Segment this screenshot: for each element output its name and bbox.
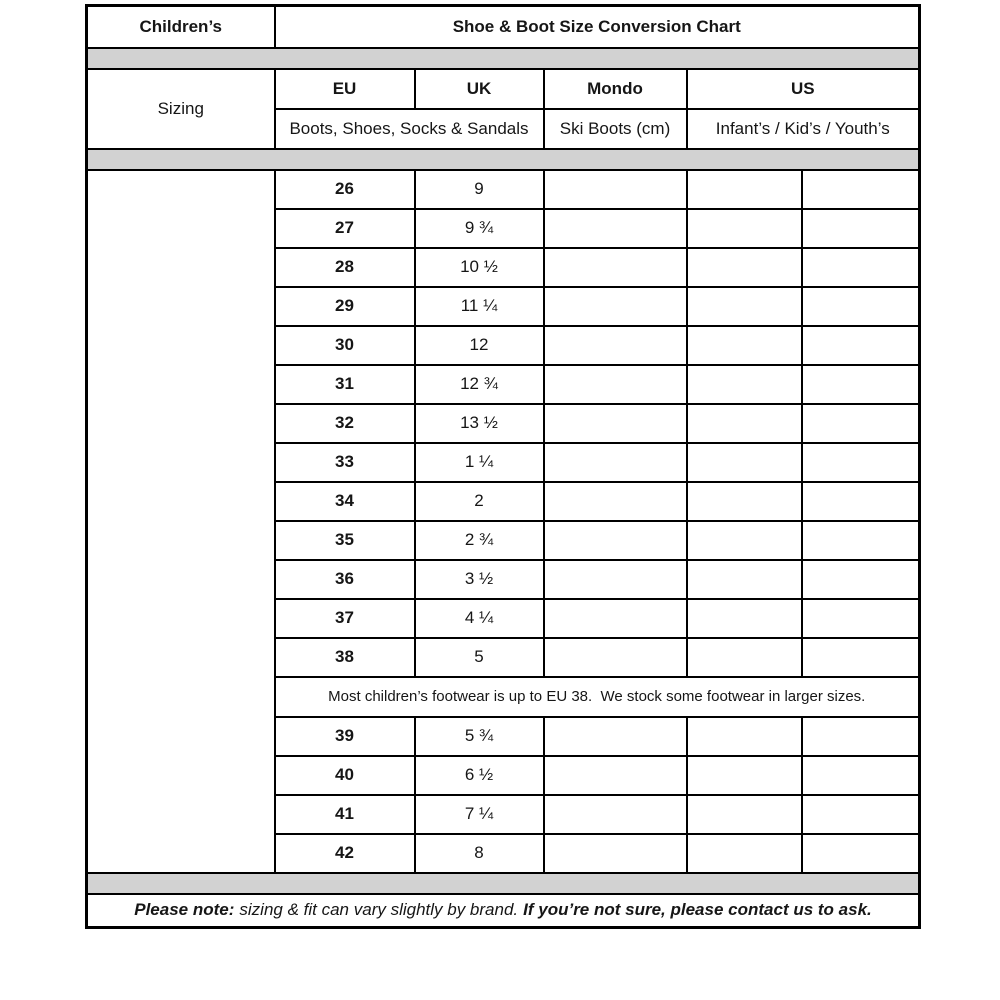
us-cell-b — [802, 717, 920, 756]
mondo-cell — [544, 834, 687, 873]
header-mondo: Mondo — [544, 69, 687, 109]
header-sizing: Sizing — [87, 69, 275, 149]
size-conversion-table — [85, 4, 921, 929]
uk-size-cell: 6 ½ — [415, 756, 544, 795]
us-cell-a — [687, 834, 802, 873]
uk-size-cell: 13 ½ — [415, 404, 544, 443]
us-cell-a — [687, 795, 802, 834]
gray-band — [87, 149, 920, 170]
us-cell-a — [687, 599, 802, 638]
eu-size-cell: 42 — [275, 834, 415, 873]
us-cell-b — [802, 365, 920, 404]
gray-band — [87, 873, 920, 894]
us-cell-b — [802, 482, 920, 521]
mondo-cell — [544, 170, 687, 209]
header-us: US — [687, 69, 920, 109]
uk-size-cell: 1 ¼ — [415, 443, 544, 482]
us-cell-a — [687, 560, 802, 599]
us-cell-b — [802, 560, 920, 599]
us-cell-b — [802, 404, 920, 443]
us-cell-a — [687, 756, 802, 795]
header-eu: EU — [275, 69, 415, 109]
mondo-cell — [544, 326, 687, 365]
uk-size-cell: 12 ¾ — [415, 365, 544, 404]
footer-note-emphasis: If you’re not sure, please contact us to ask. — [523, 900, 872, 920]
us-cell-b — [802, 443, 920, 482]
us-cell-a — [687, 717, 802, 756]
footer-note-lead: Please note: — [134, 900, 235, 920]
mondo-cell — [544, 756, 687, 795]
uk-size-cell: 9 ¾ — [415, 209, 544, 248]
mondo-cell — [544, 248, 687, 287]
footer-row — [87, 894, 920, 928]
eu-size-cell: 26 — [275, 170, 415, 209]
eu-size-cell: 28 — [275, 248, 415, 287]
mondo-cell — [544, 404, 687, 443]
eu-size-cell: 38 — [275, 638, 415, 677]
larger-sizes-note: Most children’s footwear is up to EU 38. We stock some footwear in larger sizes. — [275, 677, 920, 717]
eu-size-cell: 41 — [275, 795, 415, 834]
us-cell-b — [802, 521, 920, 560]
table-row — [87, 170, 920, 209]
title-row — [87, 6, 920, 48]
uk-size-cell: 3 ½ — [415, 560, 544, 599]
eu-size-cell: 32 — [275, 404, 415, 443]
subheader-us: Infant’s / Kid’s / Youth’s — [687, 109, 920, 149]
us-cell-b — [802, 795, 920, 834]
subheader-mondo: Ski Boots (cm) — [544, 109, 687, 149]
uk-size-cell: 5 — [415, 638, 544, 677]
us-cell-a — [687, 443, 802, 482]
uk-size-cell: 5 ¾ — [415, 717, 544, 756]
us-cell-a — [687, 482, 802, 521]
mondo-cell — [544, 638, 687, 677]
mondo-cell — [544, 365, 687, 404]
us-cell-a — [687, 209, 802, 248]
eu-size-cell: 31 — [275, 365, 415, 404]
us-cell-b — [802, 326, 920, 365]
us-cell-a — [687, 248, 802, 287]
corner-label: Children’s — [87, 6, 275, 48]
us-cell-a — [687, 326, 802, 365]
mondo-cell — [544, 443, 687, 482]
us-cell-a — [687, 521, 802, 560]
eu-size-cell: 29 — [275, 287, 415, 326]
page-title: Shoe & Boot Size Conversion Chart — [275, 6, 920, 48]
eu-size-cell: 34 — [275, 482, 415, 521]
eu-size-cell: 39 — [275, 717, 415, 756]
divider-band-header — [87, 149, 920, 170]
us-cell-b — [802, 599, 920, 638]
mondo-cell — [544, 209, 687, 248]
header-uk: UK — [415, 69, 544, 109]
eu-size-cell: 40 — [275, 756, 415, 795]
eu-size-cell: 35 — [275, 521, 415, 560]
uk-size-cell: 12 — [415, 326, 544, 365]
us-cell-a — [687, 170, 802, 209]
eu-size-cell: 30 — [275, 326, 415, 365]
mondo-cell — [544, 795, 687, 834]
uk-size-cell: 9 — [415, 170, 544, 209]
uk-size-cell: 10 ½ — [415, 248, 544, 287]
eu-size-cell: 36 — [275, 560, 415, 599]
uk-size-cell: 2 — [415, 482, 544, 521]
mondo-cell — [544, 560, 687, 599]
eu-size-cell: 37 — [275, 599, 415, 638]
uk-size-cell: 4 ¼ — [415, 599, 544, 638]
uk-size-cell: 11 ¼ — [415, 287, 544, 326]
gray-band — [87, 48, 920, 69]
us-cell-b — [802, 170, 920, 209]
mondo-cell — [544, 521, 687, 560]
us-cell-a — [687, 638, 802, 677]
us-cell-b — [802, 209, 920, 248]
eu-size-cell: 33 — [275, 443, 415, 482]
footer-note-body: sizing & fit can vary slightly by brand. — [239, 900, 519, 920]
mondo-cell — [544, 599, 687, 638]
mondo-cell — [544, 717, 687, 756]
header-row — [87, 69, 920, 109]
uk-size-cell: 8 — [415, 834, 544, 873]
us-cell-a — [687, 404, 802, 443]
subheader-eu-uk: Boots, Shoes, Socks & Sandals — [275, 109, 544, 149]
mondo-cell — [544, 287, 687, 326]
uk-size-cell: 7 ¼ — [415, 795, 544, 834]
us-cell-b — [802, 834, 920, 873]
us-cell-b — [802, 638, 920, 677]
eu-size-cell: 27 — [275, 209, 415, 248]
us-cell-a — [687, 287, 802, 326]
us-cell-b — [802, 756, 920, 795]
divider-band-bottom — [87, 873, 920, 894]
footer-note — [87, 894, 920, 928]
us-cell-a — [687, 365, 802, 404]
us-cell-b — [802, 248, 920, 287]
sizing-body-cell — [87, 170, 275, 873]
uk-size-cell: 2 ¾ — [415, 521, 544, 560]
divider-band-top — [87, 48, 920, 69]
us-cell-b — [802, 287, 920, 326]
mondo-cell — [544, 482, 687, 521]
